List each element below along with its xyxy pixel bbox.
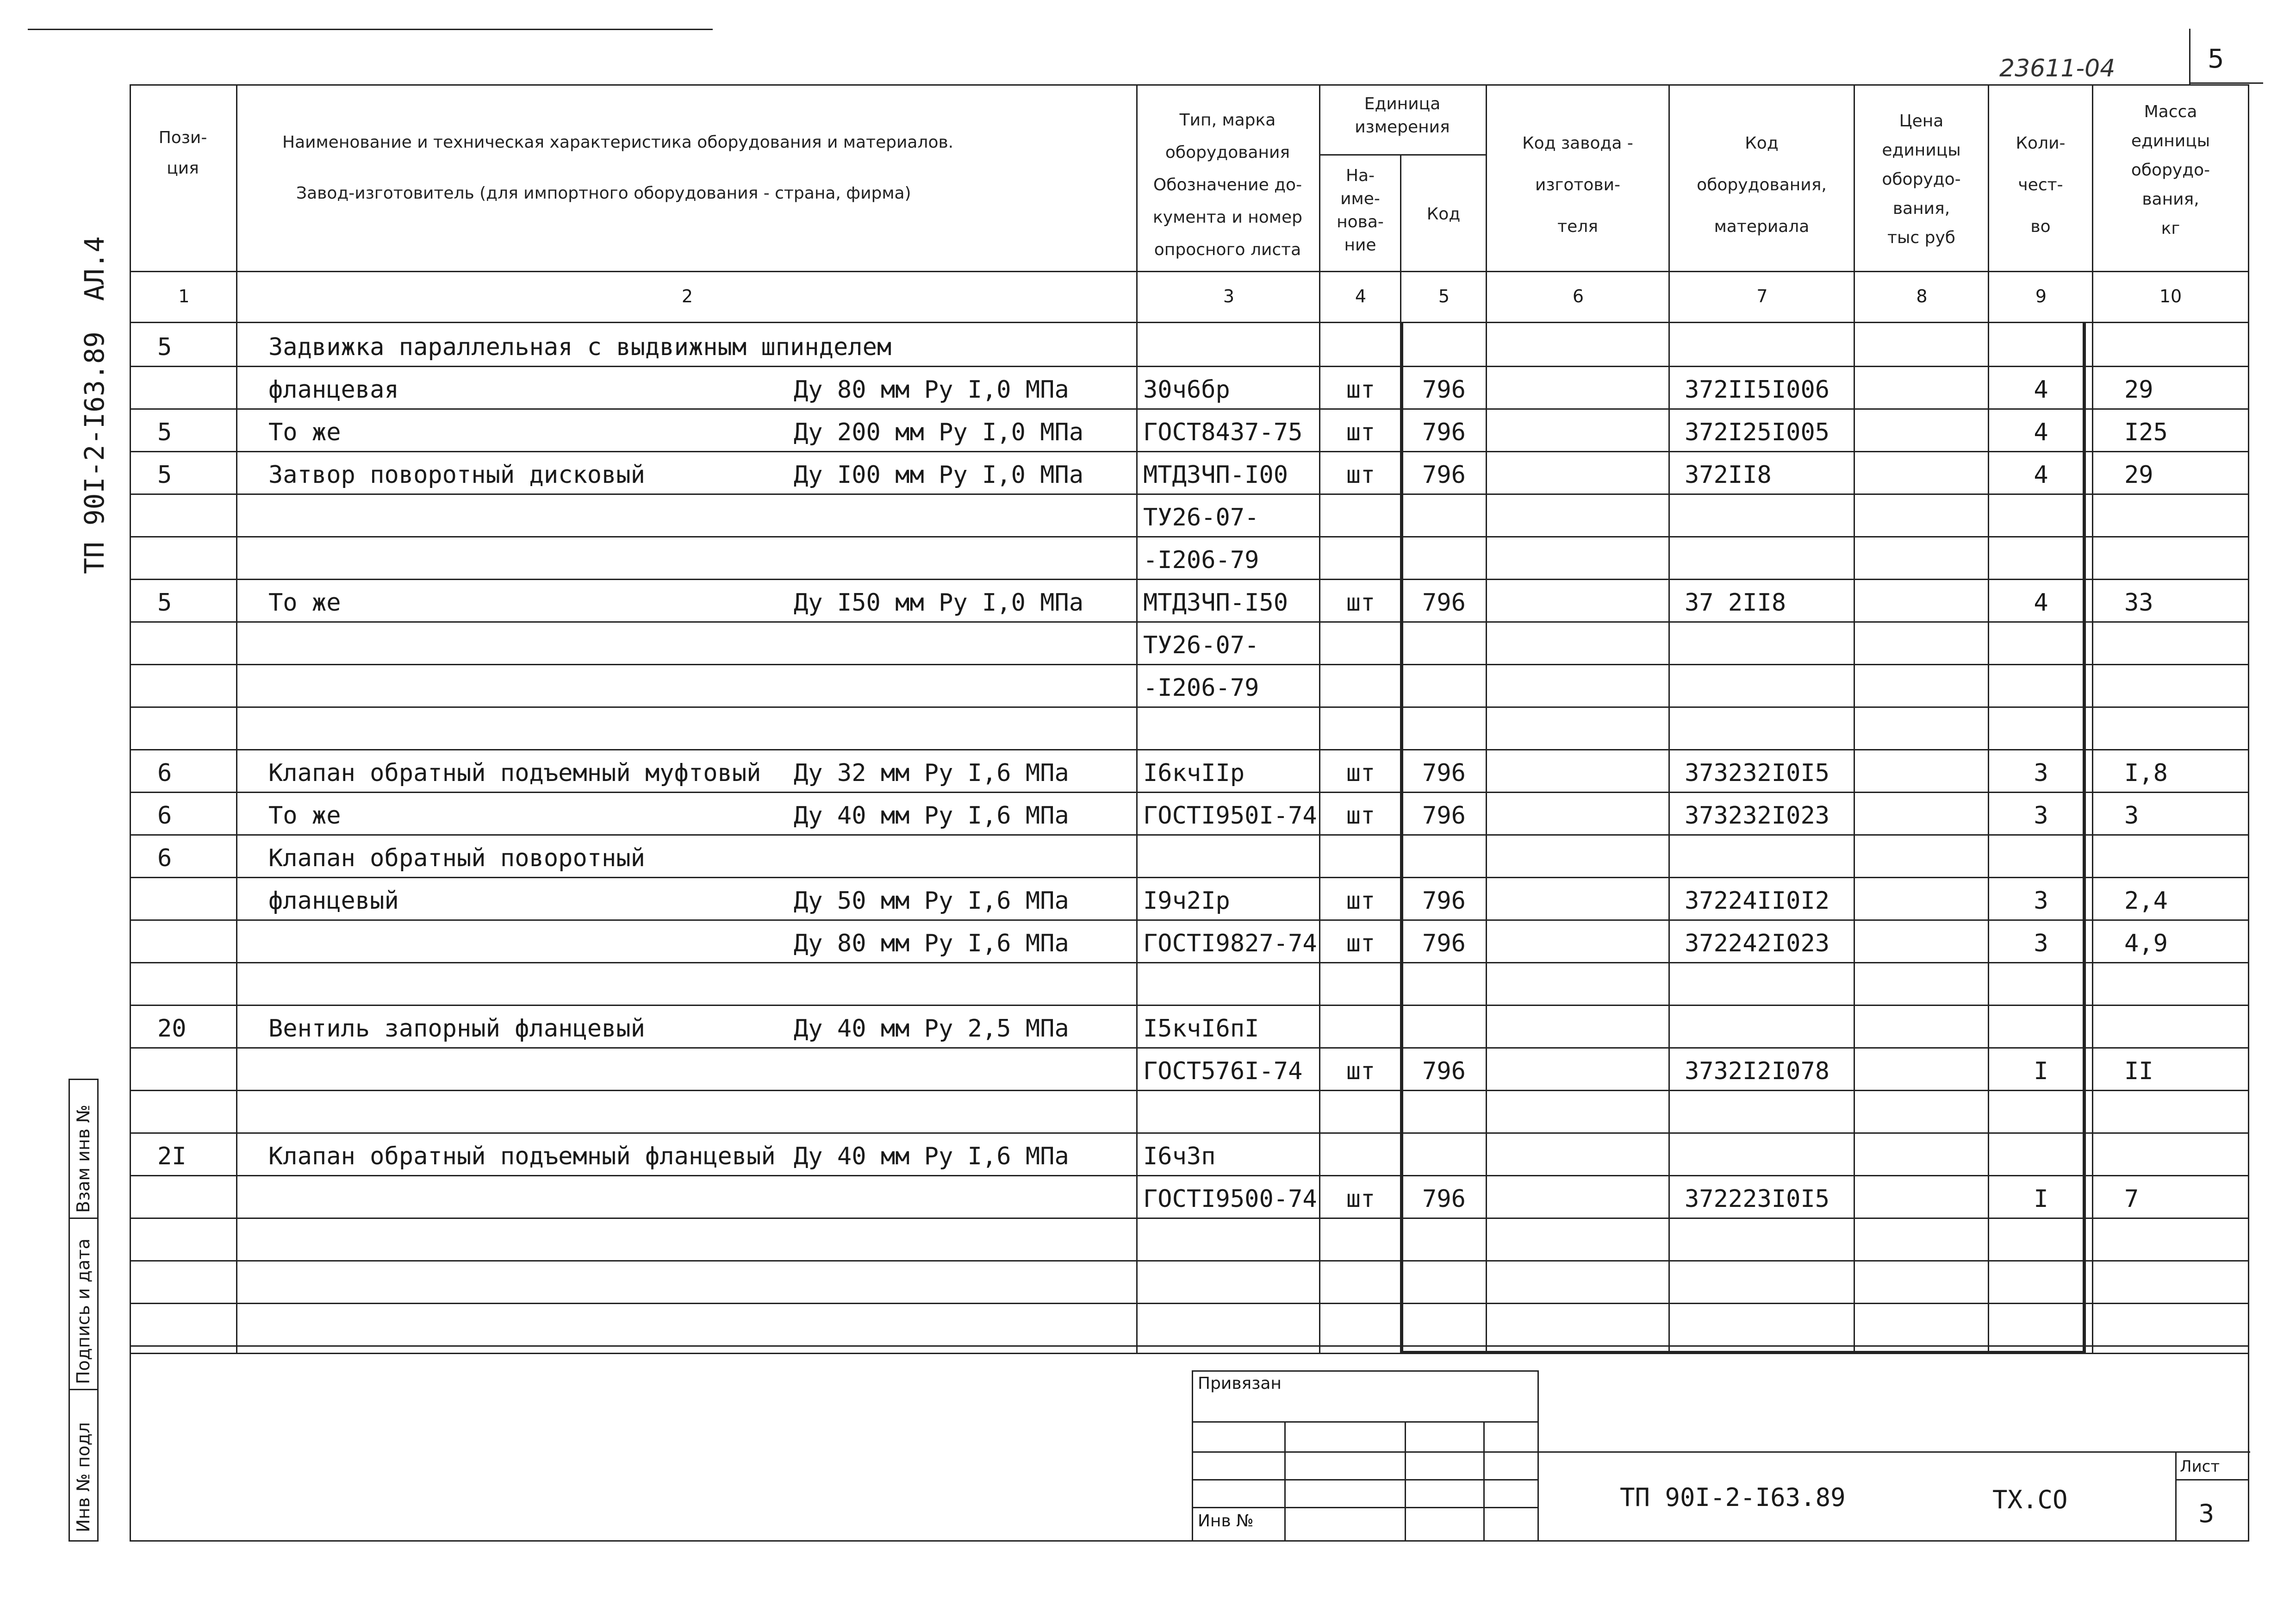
cell-quantity: 4 bbox=[2034, 418, 2048, 446]
cell-position: 6 bbox=[157, 759, 172, 787]
cell-mass: 33 bbox=[2124, 589, 2153, 617]
col-number: 2 bbox=[681, 286, 693, 306]
cell-type: ТУ26-07- bbox=[1143, 631, 1259, 659]
sheet-divider bbox=[2175, 1451, 2177, 1542]
cell-spec: Ду 50 мм Ру I,6 МПа bbox=[794, 887, 1069, 915]
cell-unit: шт bbox=[1346, 418, 1375, 446]
cell-quantity: 4 bbox=[2034, 589, 2048, 617]
cell-unit: шт bbox=[1346, 461, 1375, 489]
row-rule bbox=[130, 664, 2249, 665]
row-rule bbox=[130, 451, 2249, 452]
cell-mass: 2,4 bbox=[2124, 887, 2168, 915]
sheet-rule bbox=[2175, 1479, 2249, 1480]
col-number: 7 bbox=[1756, 286, 1768, 306]
title-block-rule bbox=[1192, 1451, 1539, 1453]
col-sep bbox=[1319, 84, 1320, 1353]
cell-equipment-code: 372I25I005 bbox=[1685, 418, 1830, 446]
col-sep bbox=[1668, 84, 1670, 1353]
cell-name: Вентиль запорный фланцевый bbox=[268, 1015, 645, 1043]
table-left bbox=[130, 84, 131, 1540]
cell-type: ГОСТ8437-75 bbox=[1143, 418, 1303, 446]
title-block-rule bbox=[1537, 1370, 1539, 1542]
cell-mass: 7 bbox=[2124, 1185, 2139, 1213]
col-sep bbox=[2092, 84, 2093, 1353]
cell-position: 2I bbox=[157, 1143, 187, 1170]
cell-quantity: I bbox=[2034, 1185, 2048, 1213]
title-block-rule bbox=[1192, 1370, 1539, 1372]
cell-unit-code: 796 bbox=[1422, 759, 1466, 787]
cell-spec: Ду 80 мм Ру I,0 МПа bbox=[794, 376, 1069, 404]
cell-spec: Ду I00 мм Ру I,0 МПа bbox=[794, 461, 1084, 489]
sheet-number: 3 bbox=[2198, 1499, 2215, 1528]
cell-unit-code: 796 bbox=[1422, 802, 1466, 830]
cell-unit-code: 796 bbox=[1422, 376, 1466, 404]
cell-type: ГОСТI9827-74 bbox=[1143, 930, 1317, 957]
row-rule bbox=[130, 493, 2249, 495]
row-rule bbox=[130, 1132, 2249, 1134]
col-sep bbox=[1854, 84, 1855, 1353]
table-top bbox=[130, 84, 2249, 86]
cell-position: 5 bbox=[157, 333, 172, 361]
cell-type: ТУ26-07- bbox=[1143, 504, 1259, 531]
row-rule bbox=[130, 579, 2249, 580]
col-sep bbox=[1988, 84, 1989, 1353]
col-sep bbox=[1136, 84, 1138, 1353]
cell-equipment-code: 372II8 bbox=[1685, 461, 1772, 489]
header-equipment-code: Код оборудования, материала bbox=[1697, 134, 1827, 236]
cell-unit: шт bbox=[1346, 589, 1375, 617]
cell-name: То же bbox=[268, 802, 341, 830]
cell-type: МТДЗЧП-I00 bbox=[1143, 461, 1288, 489]
col-number: 9 bbox=[2035, 286, 2047, 306]
header-name-line2: Завод-изготовитель (для импортного оборудования - страна, фирма) bbox=[296, 184, 911, 203]
inv-number-label: Инв № bbox=[1198, 1512, 1254, 1530]
row-rule bbox=[130, 1005, 2249, 1006]
cell-type: ГОСТI9500-74 bbox=[1143, 1185, 1317, 1213]
title-block-rule bbox=[1192, 1479, 1539, 1480]
row-rule bbox=[130, 1047, 2249, 1049]
row-rule bbox=[130, 1090, 2249, 1091]
cell-name: Клапан обратный подъемный муфтовый bbox=[268, 759, 761, 787]
col-sep bbox=[236, 84, 237, 1353]
row-rule bbox=[130, 919, 2249, 921]
header-quantity: Коли- чест- во bbox=[2016, 134, 2066, 236]
row-rule bbox=[130, 1175, 2249, 1176]
row-rule bbox=[130, 621, 2249, 623]
handwritten-doc-number: 23611-04 bbox=[1999, 55, 2116, 82]
stamp-top-rule bbox=[1537, 1451, 2250, 1453]
row-rule bbox=[130, 1260, 2249, 1262]
row-rule bbox=[130, 877, 2249, 878]
cell-name: Задвижка параллельная с выдвижным шпинделем bbox=[268, 333, 892, 361]
cell-spec: Ду 40 мм Ру I,6 МПа bbox=[794, 802, 1069, 830]
header-mass: Масса единицы оборудо- вания, кг bbox=[2131, 102, 2210, 238]
cell-mass: 29 bbox=[2124, 376, 2153, 404]
body-bottom bbox=[130, 1353, 2249, 1354]
title-block-rule bbox=[1405, 1421, 1406, 1540]
cell-unit-code: 796 bbox=[1422, 589, 1466, 617]
cell-type: ГОСТ576I-74 bbox=[1143, 1057, 1303, 1085]
cell-equipment-code: 3732I2I078 bbox=[1685, 1057, 1830, 1085]
stamp-right-line bbox=[97, 1079, 99, 1542]
cell-spec: Ду 40 мм Ру I,6 МПа bbox=[794, 1143, 1069, 1170]
header-unit: Единица измерения bbox=[1355, 94, 1450, 137]
cell-mass: 29 bbox=[2124, 461, 2153, 489]
header-factory-code: Код завода - изготови- теля bbox=[1522, 134, 1633, 236]
cell-position: 20 bbox=[157, 1015, 187, 1043]
col-number: 3 bbox=[1223, 286, 1235, 306]
col-number: 1 bbox=[178, 286, 190, 306]
cell-equipment-code: 37224II0I2 bbox=[1685, 887, 1830, 915]
cell-type: МТДЗЧП-I50 bbox=[1143, 589, 1288, 617]
cell-mass: I,8 bbox=[2124, 759, 2168, 787]
header-unit-code: Код bbox=[1426, 205, 1461, 224]
col-sep bbox=[1486, 84, 1487, 1353]
cell-unit: шт bbox=[1346, 930, 1375, 957]
cell-equipment-code: 373232I0I5 bbox=[1685, 759, 1830, 787]
stamp-replaced-inv: Взам инв № bbox=[73, 1105, 93, 1213]
cell-unit: шт bbox=[1346, 376, 1375, 404]
cell-type: ГОСТI950I-74 bbox=[1143, 802, 1317, 830]
row-rule bbox=[130, 536, 2249, 537]
row-rule bbox=[130, 1345, 2249, 1347]
corner-rule bbox=[2189, 82, 2263, 84]
cell-name: фланцевая bbox=[268, 376, 399, 404]
cell-unit: шт bbox=[1346, 1185, 1375, 1213]
col-number: 5 bbox=[1438, 286, 1450, 306]
cell-unit: шт bbox=[1346, 759, 1375, 787]
colnum-rule bbox=[130, 322, 2249, 323]
row-rule bbox=[130, 408, 2249, 410]
cell-quantity: 4 bbox=[2034, 461, 2048, 489]
corner-divider bbox=[2189, 29, 2190, 84]
cell-name: То же bbox=[268, 418, 341, 446]
header-name-line1: Наименование и техническая характеристика оборудования и материалов. bbox=[282, 133, 954, 152]
cell-equipment-code: 372II5I006 bbox=[1685, 376, 1830, 404]
cell-spec: Ду 80 мм Ру I,6 МПа bbox=[794, 930, 1069, 957]
cell-type: I6кчIIр bbox=[1143, 759, 1245, 787]
cell-position: 5 bbox=[157, 461, 172, 489]
col-number: 8 bbox=[1916, 286, 1928, 306]
cell-spec: Ду 32 мм Ру I,6 МПа bbox=[794, 759, 1069, 787]
cell-spec: Ду 40 мм Ру 2,5 МПа bbox=[794, 1015, 1069, 1043]
header-rule bbox=[130, 271, 2249, 272]
title-mark: ТХ.СО bbox=[1992, 1485, 2068, 1514]
sheet-label: Лист bbox=[2180, 1457, 2220, 1476]
cell-type: 30ч6бр bbox=[1143, 376, 1230, 404]
cell-quantity: 4 bbox=[2034, 376, 2048, 404]
cell-unit-code: 796 bbox=[1422, 1185, 1466, 1213]
cell-equipment-code: 372242I023 bbox=[1685, 930, 1830, 957]
cell-mass: I25 bbox=[2124, 418, 2168, 446]
stamp-signature-date: Подпись и дата bbox=[73, 1238, 93, 1384]
cell-type: -I206-79 bbox=[1143, 674, 1259, 702]
stamp-rule bbox=[68, 1540, 99, 1542]
header-position: Пози- ция bbox=[158, 128, 207, 178]
cell-type: I9ч2Iр bbox=[1143, 887, 1230, 915]
cell-type: -I206-79 bbox=[1143, 546, 1259, 574]
title-doc-code: ТП 90I-2-I63.89 bbox=[1620, 1483, 1846, 1512]
cell-unit-code: 796 bbox=[1422, 887, 1466, 915]
row-rule bbox=[130, 962, 2249, 963]
cell-unit: шт bbox=[1346, 1057, 1375, 1085]
cell-equipment-code: 373232I023 bbox=[1685, 802, 1830, 830]
page-corner-number: 5 bbox=[2208, 44, 2224, 74]
row-rule bbox=[130, 1218, 2249, 1219]
row-rule bbox=[130, 792, 2249, 793]
cell-mass: 3 bbox=[2124, 802, 2139, 830]
cell-quantity: I bbox=[2034, 1057, 2048, 1085]
stamp-rule bbox=[68, 1079, 99, 1080]
side-document-code: ТП 90I-2-I63.89 bbox=[79, 331, 110, 574]
cell-unit: шт bbox=[1346, 887, 1375, 915]
cell-spec: Ду 200 мм Ру I,0 МПа bbox=[794, 418, 1084, 446]
cell-position: 5 bbox=[157, 418, 172, 446]
cell-type: I5кчI6пI bbox=[1143, 1015, 1259, 1043]
cell-type: I6ч3п bbox=[1143, 1143, 1216, 1170]
cell-name: Клапан обратный поворотный bbox=[268, 844, 645, 872]
cell-unit-code: 796 bbox=[1422, 930, 1466, 957]
cell-position: 5 bbox=[157, 589, 172, 617]
cell-position: 6 bbox=[157, 802, 172, 830]
col-number: 10 bbox=[2159, 286, 2182, 306]
row-rule bbox=[130, 749, 2249, 750]
cell-unit-code: 796 bbox=[1422, 418, 1466, 446]
cell-unit-code: 796 bbox=[1422, 1057, 1466, 1085]
cell-quantity: 3 bbox=[2034, 802, 2048, 830]
top-left-rule bbox=[28, 29, 713, 30]
header-price: Цена единицы оборудо- вания, тыс руб bbox=[1882, 112, 1961, 247]
table-bottom bbox=[130, 1540, 2249, 1542]
stamp-rule bbox=[68, 1389, 99, 1390]
title-block-rule bbox=[1284, 1421, 1286, 1540]
row-rule bbox=[130, 366, 2249, 367]
header-unit-name: На- име- нова- ние bbox=[1337, 166, 1384, 255]
stamp-left-line bbox=[68, 1079, 70, 1542]
row-rule bbox=[130, 834, 2249, 836]
col-number: 4 bbox=[1355, 286, 1367, 306]
unit-split-rule bbox=[1319, 154, 1486, 156]
cell-mass: II bbox=[2124, 1057, 2153, 1085]
cell-mass: 4,9 bbox=[2124, 930, 2168, 957]
attached-label: Привязан bbox=[1198, 1374, 1282, 1393]
cell-unit-code: 796 bbox=[1422, 461, 1466, 489]
cell-name: То же bbox=[268, 589, 341, 617]
title-block-rule bbox=[1192, 1507, 1539, 1508]
col-number: 6 bbox=[1572, 286, 1584, 306]
side-album-code: АЛ.4 bbox=[79, 236, 110, 301]
cell-quantity: 3 bbox=[2034, 930, 2048, 957]
cell-equipment-code: 372223I0I5 bbox=[1685, 1185, 1830, 1213]
cell-position: 6 bbox=[157, 844, 172, 872]
cell-name: Клапан обратный подъемный фланцевый bbox=[268, 1143, 776, 1170]
header-type: Тип, марка оборудования Обозначение до- кумента и номер опросного листа bbox=[1153, 111, 1302, 259]
cell-name: фланцевый bbox=[268, 887, 399, 915]
title-block-rule bbox=[1483, 1421, 1485, 1540]
title-block-rule bbox=[1192, 1421, 1539, 1423]
cell-quantity: 3 bbox=[2034, 887, 2048, 915]
cell-equipment-code: 37 2II8 bbox=[1685, 589, 1786, 617]
cell-quantity: 3 bbox=[2034, 759, 2048, 787]
row-rule bbox=[130, 706, 2249, 708]
title-block-rule bbox=[1192, 1370, 1193, 1542]
row-rule bbox=[130, 1303, 2249, 1304]
table-right bbox=[2248, 84, 2249, 1540]
cell-unit: шт bbox=[1346, 802, 1375, 830]
stamp-rule bbox=[68, 1218, 99, 1219]
stamp-original-inv: Инв № подл bbox=[73, 1422, 93, 1532]
cell-spec: Ду I50 мм Ру I,0 МПа bbox=[794, 589, 1084, 617]
cell-name: Затвор поворотный дисковый bbox=[268, 461, 645, 489]
